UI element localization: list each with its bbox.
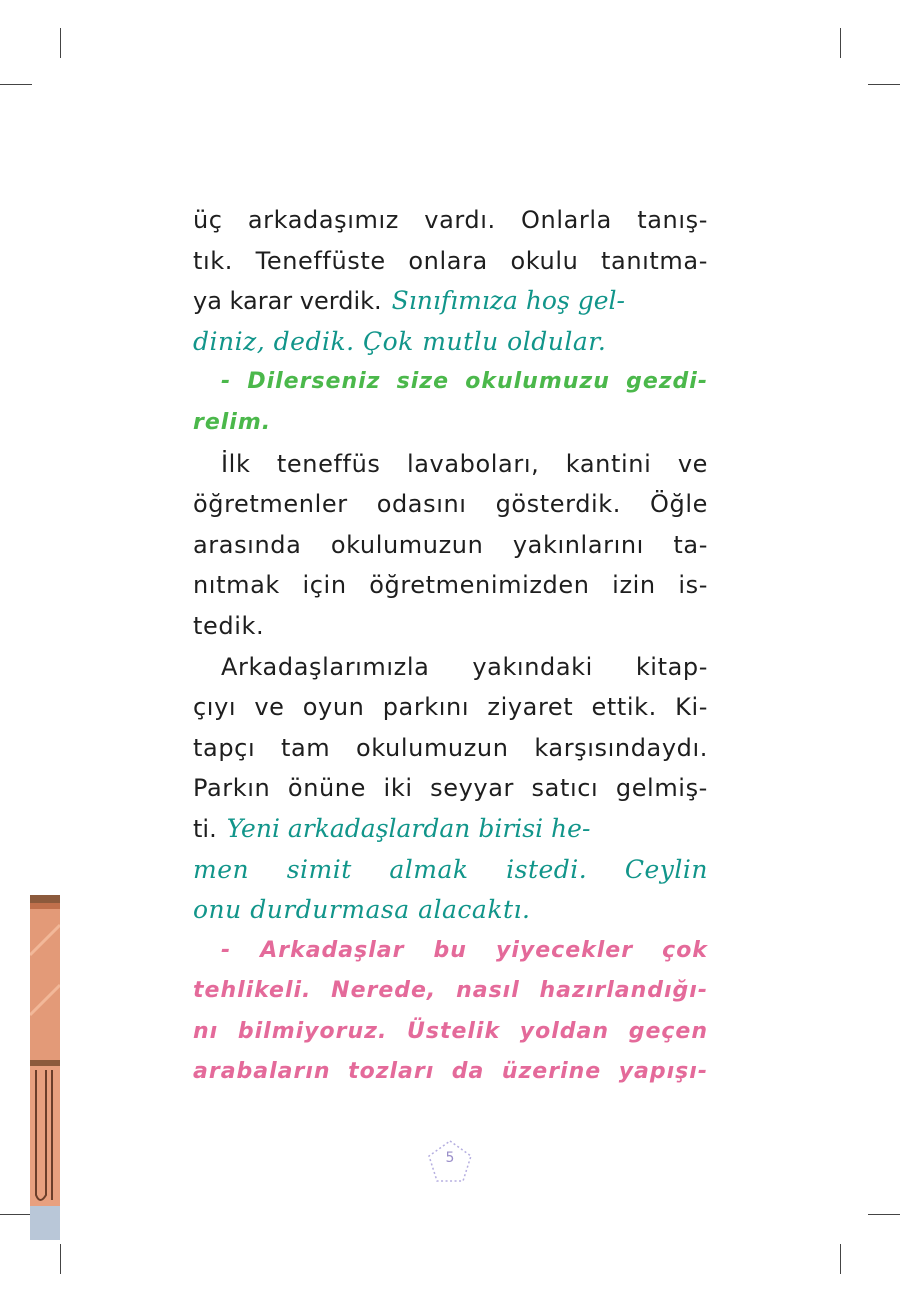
- word: bu: [433, 937, 467, 963]
- text-line: [193, 281, 708, 322]
- word: gösterdik.: [495, 490, 622, 519]
- word: öğretmenler: [193, 490, 348, 519]
- word: izin: [612, 571, 656, 600]
- page-number-badge: [426, 1138, 474, 1184]
- crop-mark-bottom-right: [840, 1244, 841, 1274]
- word: Parkın: [193, 774, 271, 803]
- text-line: [193, 484, 708, 525]
- word: tapçı: [193, 733, 256, 762]
- word: tık.: [193, 246, 234, 275]
- word: çok: [662, 937, 708, 963]
- word: -: [221, 369, 232, 395]
- text-line: [193, 971, 708, 1012]
- highlight-segment: Sınıfımıza hoş gel-: [391, 286, 626, 316]
- crop-mark-bottom-left: [60, 1244, 61, 1274]
- text-line: [193, 809, 708, 850]
- body-text-column: [193, 200, 708, 1093]
- word: ettik.: [591, 693, 657, 722]
- word: nıtmak: [193, 571, 280, 600]
- word: satıcı: [531, 774, 599, 803]
- word: yapışı-: [618, 1059, 708, 1085]
- word: arkadaşımız: [247, 206, 399, 234]
- text-line: [193, 728, 708, 769]
- word: odasını: [376, 490, 467, 519]
- word: Üstelik: [406, 1018, 501, 1044]
- word: iki: [383, 774, 413, 803]
- text-line: [193, 931, 708, 972]
- word: gezdi-: [626, 369, 708, 395]
- word: yakınlarını: [512, 530, 644, 559]
- word: yakındaki: [472, 652, 593, 681]
- word: nasıl: [456, 978, 520, 1004]
- word: İlk: [221, 449, 251, 478]
- word: bilmiyoruz.: [237, 1018, 388, 1044]
- text-line: [193, 768, 708, 809]
- word: geçen: [628, 1018, 708, 1044]
- crop-mark-right-top: [868, 84, 900, 85]
- crop-mark-right-bottom: [868, 1214, 900, 1215]
- text-line: [193, 850, 708, 891]
- word: tozları: [348, 1059, 435, 1085]
- word: hazırlandığı-: [539, 978, 708, 1004]
- word: almak: [389, 854, 469, 884]
- word: yoldan: [519, 1018, 610, 1044]
- word: çıyı: [193, 693, 237, 722]
- crop-mark-top-right: [840, 28, 841, 58]
- word: Nerede,: [331, 978, 437, 1004]
- text-line: [193, 1012, 708, 1053]
- word: onlara: [408, 246, 488, 275]
- word: simit: [286, 854, 352, 884]
- word: yiyecekler: [496, 937, 634, 963]
- text-line: relim.: [193, 409, 272, 435]
- word: karşısındaydı.: [534, 733, 708, 762]
- word: tanış-: [637, 206, 708, 234]
- text-line: [193, 565, 708, 606]
- word: Ki-: [675, 693, 708, 722]
- word: okulu: [510, 246, 579, 275]
- illustration-bleed: [30, 895, 60, 1240]
- text-segment: ti.: [193, 814, 217, 843]
- word: için: [302, 571, 347, 600]
- text-line: [193, 647, 708, 688]
- word: is-: [678, 571, 708, 600]
- text-segment: ya karar verdik.: [193, 287, 382, 316]
- word: vardı.: [424, 206, 496, 234]
- word: arabaların: [193, 1059, 331, 1085]
- word: -: [221, 937, 232, 963]
- text-line: [193, 1052, 708, 1093]
- text-line: diniz, dedik. Çok mutlu oldular.: [193, 326, 607, 356]
- word: teneffüs: [276, 449, 381, 478]
- word: üzerine: [501, 1059, 602, 1085]
- word: Arkadaşlarımızla: [221, 652, 430, 681]
- crop-mark-left-bottom: [0, 1214, 32, 1215]
- word: ziyaret: [487, 693, 574, 722]
- word: Arkadaşlar: [260, 937, 405, 963]
- word: ve: [254, 693, 285, 722]
- word: Öğle: [650, 490, 708, 519]
- text-line: onu durdurmasa alacaktı.: [193, 895, 531, 925]
- text-line: [193, 241, 708, 282]
- word: okulumuzu: [465, 369, 610, 395]
- text-line: [193, 525, 708, 566]
- word: kitap-: [635, 652, 708, 681]
- text-line: [193, 687, 708, 728]
- word: istedi.: [506, 854, 588, 884]
- crop-mark-left-top: [0, 84, 32, 85]
- word: okulumuzun: [330, 530, 484, 559]
- word: Ceylin: [624, 854, 708, 884]
- text-line: [193, 200, 708, 241]
- word: size: [396, 369, 450, 395]
- crop-mark-top-left: [60, 28, 61, 58]
- word: ve: [677, 449, 708, 478]
- word: Onlarla: [521, 206, 612, 234]
- word: Teneffüste: [255, 246, 386, 275]
- word: parkını: [382, 693, 470, 722]
- word: arasında: [193, 530, 302, 559]
- text-line: tedik.: [193, 611, 265, 640]
- word: gelmiş-: [615, 774, 708, 803]
- word: okulumuzun: [356, 733, 509, 762]
- word: tanıtma-: [601, 246, 708, 275]
- word: oyun: [302, 693, 365, 722]
- highlight-segment: Yeni arkadaşlardan birisi he-: [226, 813, 591, 843]
- word: nı: [193, 1018, 219, 1044]
- word: lavaboları,: [406, 449, 540, 478]
- word: ta-: [673, 530, 708, 559]
- word: seyyar: [430, 774, 514, 803]
- page-number: 5: [445, 1150, 455, 1166]
- word: men: [193, 854, 250, 884]
- word: Dilerseniz: [247, 369, 381, 395]
- word: tam: [280, 733, 331, 762]
- word: da: [451, 1059, 485, 1085]
- word: kantini: [565, 449, 652, 478]
- text-line: [193, 444, 708, 485]
- word: tehlikeli.: [193, 978, 312, 1004]
- word: önüne: [287, 774, 366, 803]
- word: üç: [193, 206, 223, 234]
- word: öğretmenimizden: [369, 571, 590, 600]
- text-line: [193, 362, 708, 403]
